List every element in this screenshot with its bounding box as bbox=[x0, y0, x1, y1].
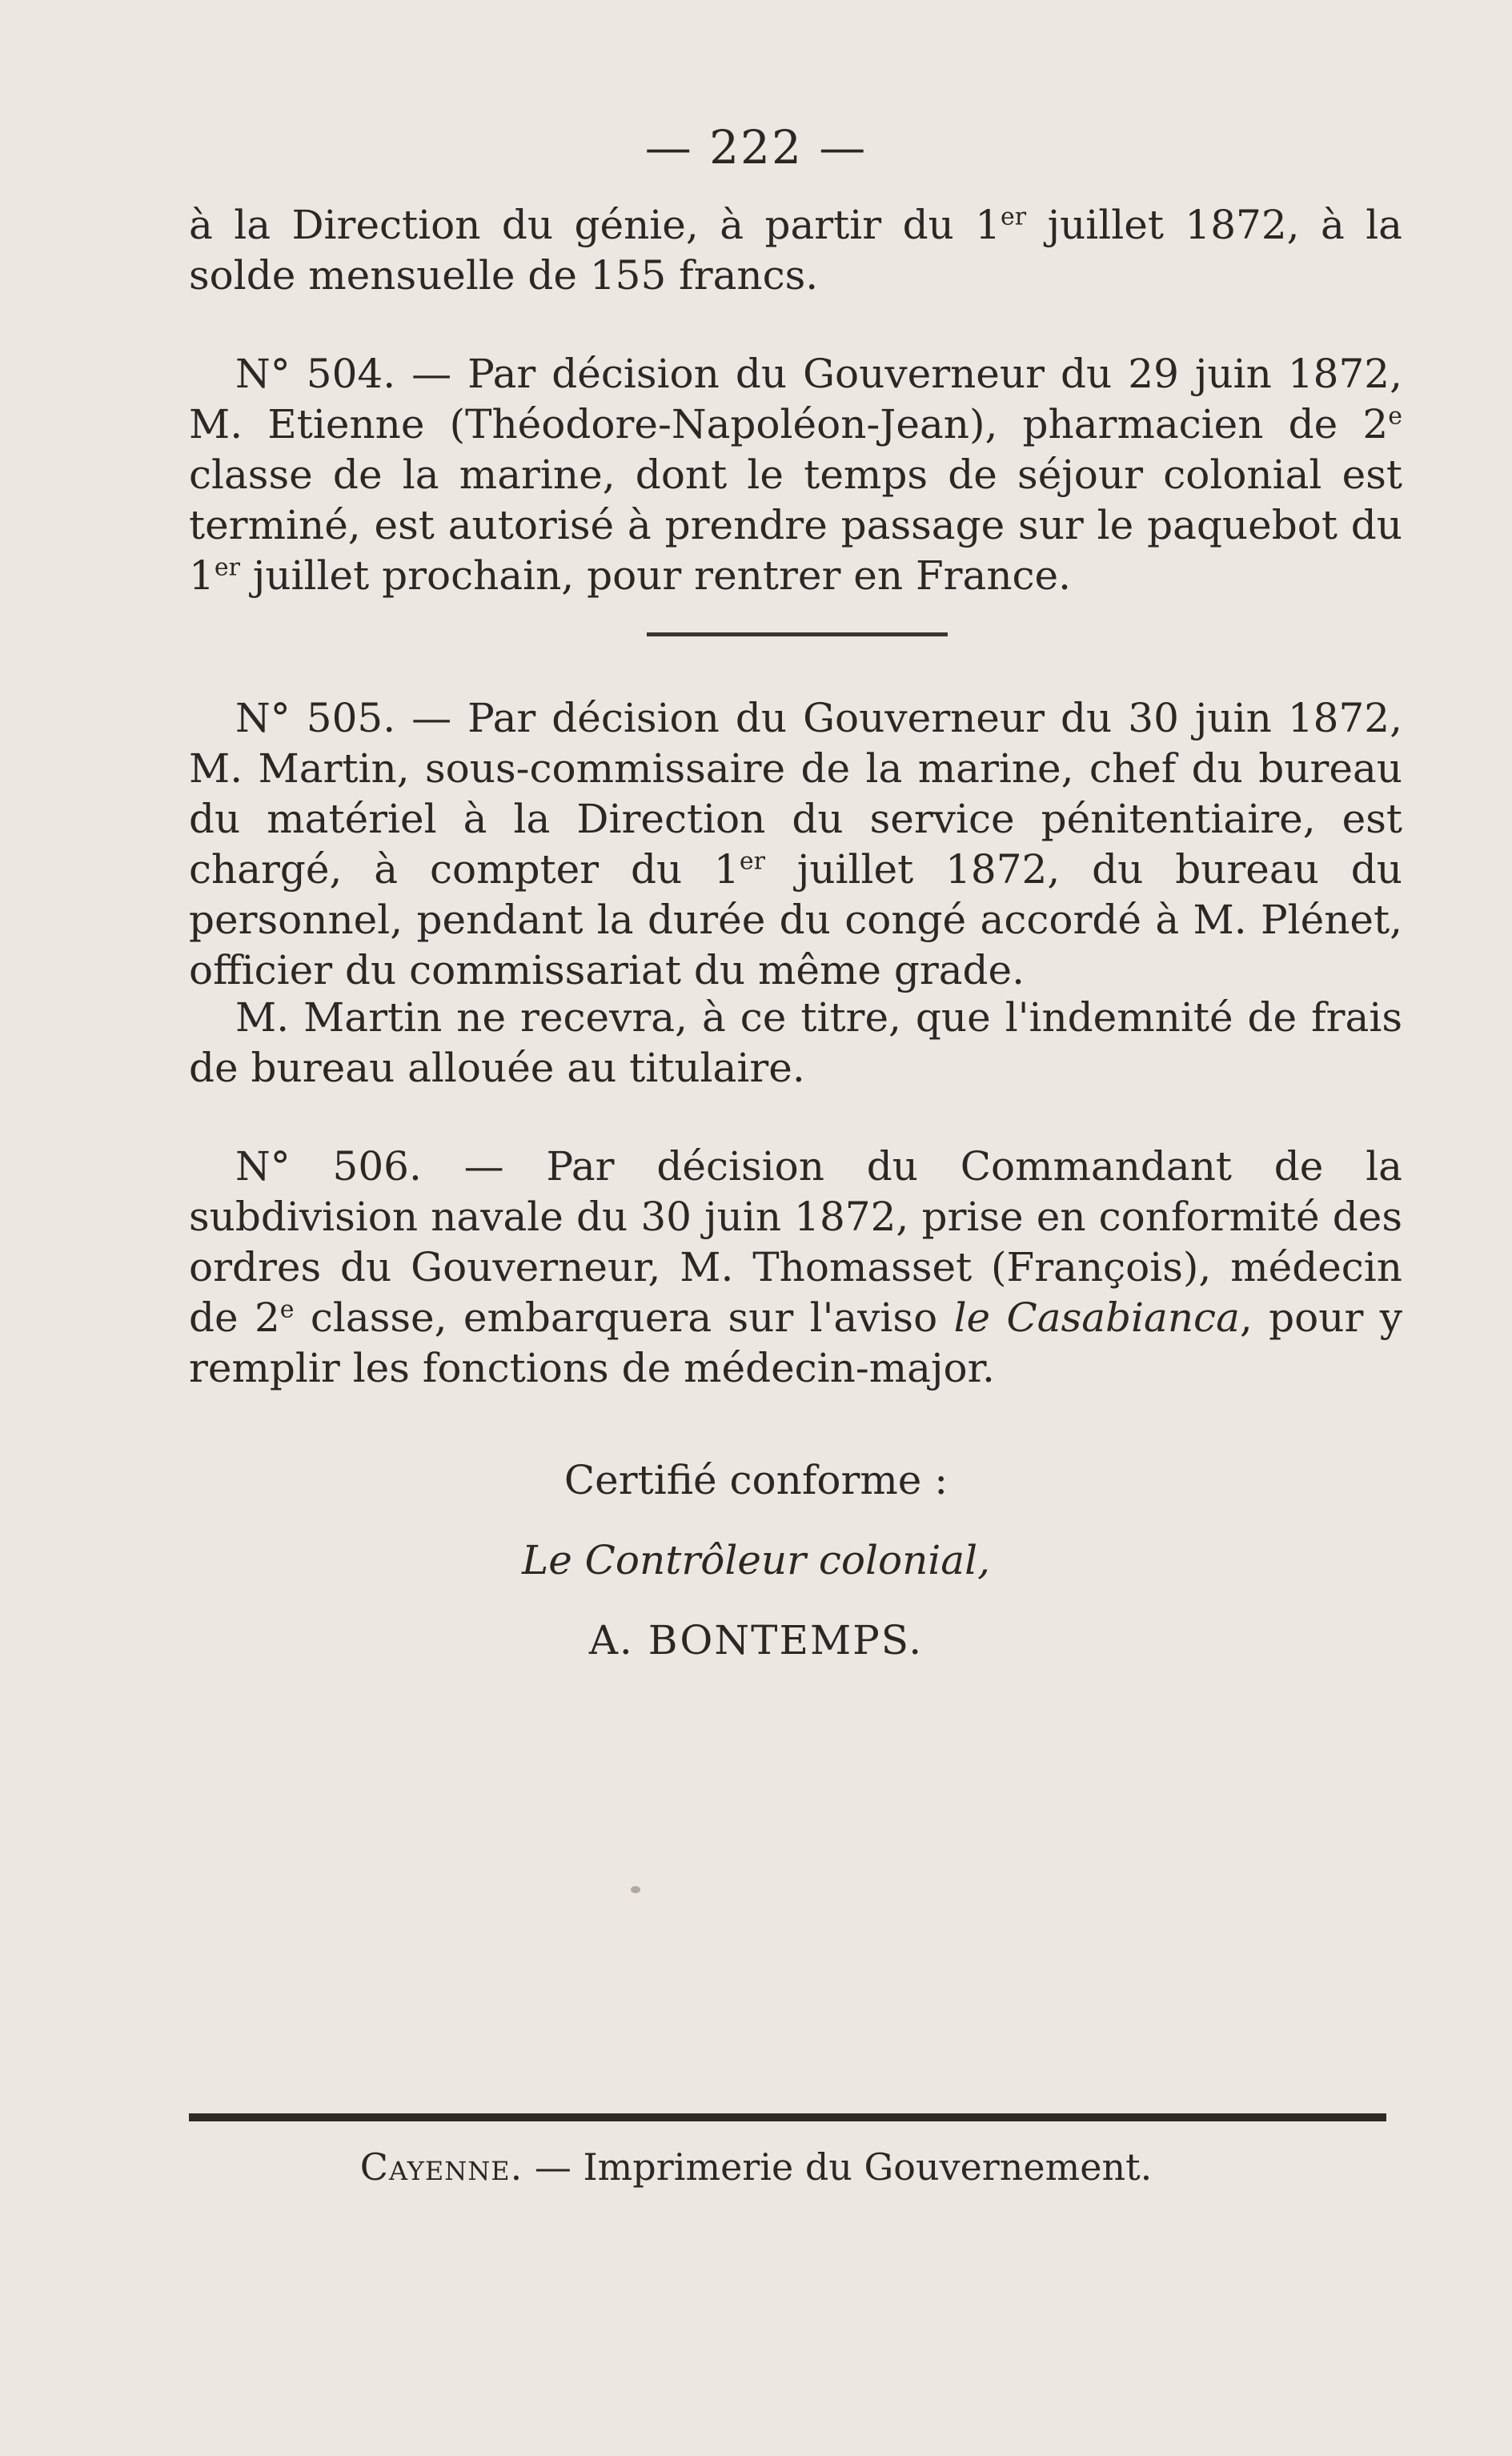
footer-imprint bbox=[0, 2145, 1512, 2189]
ink-speck bbox=[631, 1886, 640, 1893]
separator-rule bbox=[647, 632, 948, 636]
footer-rule bbox=[189, 2113, 1386, 2121]
decision-506-text-a: N° 506. — Par décision du Commandant de la subdivision navale du 30 juin 1872, prise en conformité des ordres du Gouverneur, M. Thomasset (François), médecin de 2 bbox=[189, 1143, 1402, 1341]
decision-506-text-b: classe, embarquera sur l'aviso bbox=[294, 1294, 954, 1341]
decision-505-sup: er bbox=[739, 847, 765, 876]
decision-504-paragraph bbox=[189, 349, 1402, 601]
continuation-paragraph bbox=[189, 200, 1402, 301]
decision-506-text-c: , pour y remplir les fonctions de médecin-major. bbox=[189, 1294, 1402, 1391]
continuation-text-b: juillet 1872, à la solde mensuelle de 155 francs. bbox=[189, 202, 1402, 299]
continuation-text-a: à la Direction du génie, à partir du 1 bbox=[189, 202, 1001, 248]
certification-heading: Certifié conforme : bbox=[563, 1457, 949, 1503]
decision-505-note: M. Martin ne recevra, à ce titre, que l'indemnité de frais de bureau allouée au titulaire. bbox=[189, 994, 1402, 1091]
continuation-sup: er bbox=[1001, 203, 1027, 231]
decision-505-paragraph bbox=[189, 693, 1402, 996]
decision-506-paragraph bbox=[189, 1142, 1402, 1394]
certification-signature: A. BONTEMPS. bbox=[588, 1617, 924, 1663]
footer-place: Cayenne. bbox=[359, 2145, 523, 2189]
ship-name: le Casabianca bbox=[953, 1294, 1240, 1341]
decision-504-text-b: classe de la marine, dont le temps de séjour colonial est terminé, est autorisé à prendre passage sur le paquebot du 1 bbox=[189, 451, 1402, 599]
decision-504-text-a: N° 504. — Par décision du Gouverneur du 29 juin 1872, M. Etienne (Théodore-Napoléon-Jean), pharmacien de 2 bbox=[189, 351, 1402, 447]
certification-title: Le Contrôleur colonial, bbox=[521, 1537, 990, 1583]
decision-505-text-b: juillet 1872, du bureau du personnel, pendant la durée du congé accordé à M. Plénet, officier du commissariat du même grade. bbox=[189, 846, 1402, 993]
decision-504-text-c: juillet prochain, pour rentrer en France. bbox=[239, 552, 1072, 599]
decision-506-sup: e bbox=[279, 1295, 295, 1324]
footer-printer: — Imprimerie du Gouvernement. bbox=[523, 2145, 1153, 2189]
decision-504-sup1: e bbox=[1388, 402, 1402, 431]
decision-505-text-a: N° 505. — Par décision du Gouverneur du 30 juin 1872, M. Martin, sous-commissaire de la marine, chef du bureau du matériel à la Direction du service pénitentiaire, est chargé, à compter du 1 bbox=[189, 695, 1402, 893]
decision-504-sup2: er bbox=[214, 553, 240, 582]
page-number: — 222 — bbox=[644, 120, 868, 175]
